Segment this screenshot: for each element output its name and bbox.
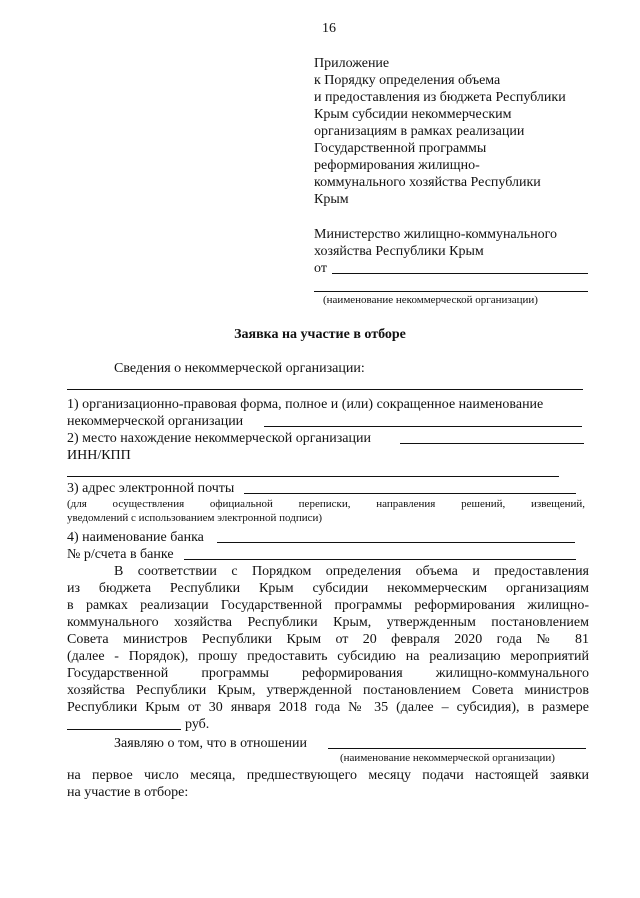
declaration-line: на первое число месяца, предшествующего месяцу подачи настоящей заявки: [67, 768, 589, 783]
field-location-label: 2) место нахождение некоммерческой организации: [67, 431, 371, 446]
addressee-line: хозяйства Республики Крым: [314, 244, 484, 259]
field-bank-blank[interactable]: [217, 542, 575, 543]
field-inn-blank[interactable]: [67, 476, 559, 477]
appendix-line: коммунального хозяйства Республики: [314, 175, 541, 190]
amount-unit: руб.: [185, 717, 210, 732]
field-account-label: № р/счета в банке: [67, 547, 174, 562]
declaration-org-blank[interactable]: [328, 748, 586, 749]
paragraph-line: Совета министров Республики Крым от 20 февраля 2020 года № 81: [67, 632, 589, 647]
field-inn-label: ИНН/КПП: [67, 448, 131, 463]
intro-blank[interactable]: [67, 389, 583, 390]
field-email-label: 3) адрес электронной почты: [67, 481, 235, 496]
appendix-line: Крым: [314, 192, 349, 207]
field-org-form-blank[interactable]: [264, 426, 582, 427]
appendix-line: и предоставления из бюджета Республики: [314, 90, 566, 105]
addressee-line: Министерство жилищно-коммунального: [314, 227, 558, 242]
appendix-line: к Порядку определения объема: [314, 73, 501, 88]
paragraph-line: Республики Крым от 30 января 2018 года № 35 (далее – субсидия), в размере: [67, 700, 589, 715]
field-email-note: (для осуществления официальной переписки, направления решений, извещений,: [67, 498, 585, 510]
field-account-blank[interactable]: [184, 559, 576, 560]
paragraph-line: из бюджета Республики Крым субсидии некоммерческим организациям: [67, 581, 589, 596]
org-name-blank[interactable]: [314, 291, 588, 292]
amount-blank[interactable]: [67, 729, 181, 730]
paragraph-line: В соответствии с Порядком определения объема и предоставления: [114, 564, 589, 579]
from-blank[interactable]: [332, 273, 588, 274]
document-title: Заявка на участие в отборе: [234, 327, 406, 342]
paragraph-line: (далее - Порядок), прошу предоставить субсидию на реализацию мероприятий: [67, 649, 589, 664]
appendix-line: организациям в рамках реализации: [314, 124, 525, 139]
appendix-line: Государственной программы: [314, 141, 487, 156]
field-location-blank[interactable]: [400, 443, 584, 444]
appendix-line: Крым субсидии некоммерческим: [314, 107, 512, 122]
appendix-line: реформирования жилищно-: [314, 158, 480, 173]
field-org-form-label-cont: некоммерческой организации: [67, 414, 244, 429]
field-email-note-cont: уведомлений с использованием электронной подписи): [67, 512, 323, 524]
field-bank-label: 4) наименование банка: [67, 530, 204, 545]
appendix-line: Приложение: [314, 56, 390, 71]
paragraph-line: хозяйства Республики Крым, утвержденной постановлением Совета министров: [67, 683, 589, 698]
org-name-caption: (наименование некоммерческой организации): [323, 294, 538, 306]
paragraph-line: коммунального хозяйства Республики Крым, утвержденным постановлением: [67, 615, 589, 630]
from-label: от: [314, 261, 327, 276]
field-email-blank[interactable]: [244, 493, 576, 494]
paragraph-line: в рамках реализации Государственной программы реформирования жилищно-: [67, 598, 589, 613]
field-org-form-label: 1) организационно-правовая форма, полное и (или) сокращенное наименование: [67, 397, 544, 412]
page-number: 16: [322, 21, 336, 36]
paragraph-line: Государственной программы реформирования жилищно-коммунального: [67, 666, 589, 681]
declaration-caption: (наименование некоммерческой организации): [340, 752, 555, 764]
declaration-line: на участие в отборе:: [67, 785, 189, 800]
intro-text: Сведения о некоммерческой организации:: [114, 361, 365, 376]
declaration-text: Заявляю о том, что в отношении: [114, 736, 307, 751]
